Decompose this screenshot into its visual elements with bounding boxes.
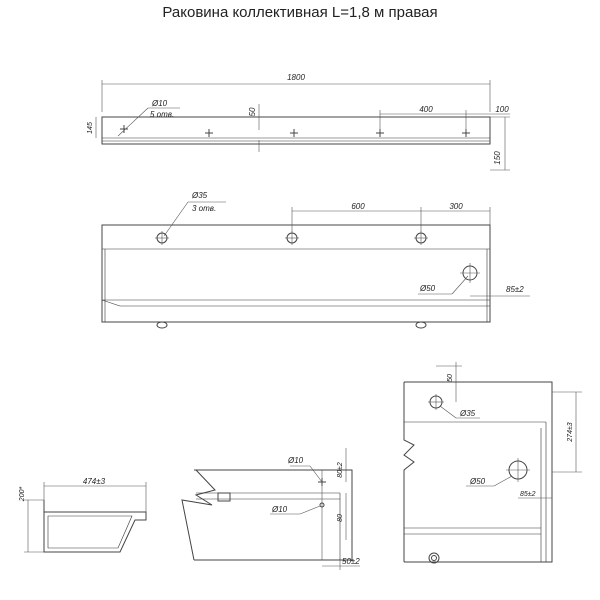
- top-view: [87, 73, 510, 170]
- top-view-body: [102, 117, 490, 144]
- section-width: 474±3: [82, 477, 106, 486]
- front-view: [102, 191, 530, 328]
- side-view: [404, 362, 582, 563]
- hole-mark: [205, 129, 213, 137]
- front-view-body: [102, 225, 490, 322]
- drain-diameter: Ø50: [420, 284, 436, 293]
- detail-dim-bottom: 50±2: [342, 557, 360, 566]
- dim-1800-label: 1800: [287, 73, 305, 82]
- front-hole: [414, 231, 428, 245]
- top-holes: [120, 125, 470, 137]
- detail-hole-b-label: Ø10: [272, 505, 288, 514]
- foot-left: [157, 322, 167, 328]
- page-title: Раковина коллективная L=1,8 м правая: [162, 4, 438, 21]
- hole-mark: [120, 125, 128, 133]
- side-break-line: [404, 382, 414, 562]
- side-hole: [428, 394, 444, 410]
- section-view: [19, 477, 146, 552]
- dim-100-label: 100: [495, 105, 509, 114]
- drain-offset: 85±2: [506, 285, 524, 294]
- dim-400-label: 400: [419, 105, 433, 114]
- foot-right: [416, 322, 426, 328]
- front-hole: [155, 231, 169, 245]
- section-height: 200*: [19, 486, 26, 502]
- detail-hole-a-label: Ø10: [288, 456, 304, 465]
- dim-50-label: 50: [248, 107, 257, 117]
- side-height: 274±3: [567, 422, 574, 442]
- side-drain-offset: 85±2: [520, 491, 536, 498]
- hole-mark: [290, 129, 298, 137]
- front-hole: [285, 231, 299, 245]
- side-body: [404, 382, 552, 562]
- side-hole-diameter: Ø35: [460, 409, 476, 418]
- section-profile: [44, 500, 146, 552]
- dim-150-label: 150: [493, 151, 502, 165]
- side-dim-50: 50: [447, 374, 454, 382]
- front-hole-count: 3 отв.: [192, 204, 217, 213]
- top-hole-diameter: Ø10: [152, 99, 168, 108]
- front-hole-diameter: Ø35: [192, 191, 208, 200]
- detail-dim-top: 80±2: [337, 462, 344, 478]
- detail-dim-side: 80: [337, 514, 344, 522]
- dim-600-label: 600: [351, 202, 365, 211]
- top-hole-count: 5 отв.: [150, 110, 175, 119]
- dim-300-label: 300: [449, 202, 463, 211]
- detail-view: [182, 448, 360, 570]
- detail-body: [194, 470, 352, 560]
- dim-145-label: 145: [87, 122, 94, 134]
- side-drain-diameter: Ø50: [470, 477, 486, 486]
- break-line: [182, 470, 215, 560]
